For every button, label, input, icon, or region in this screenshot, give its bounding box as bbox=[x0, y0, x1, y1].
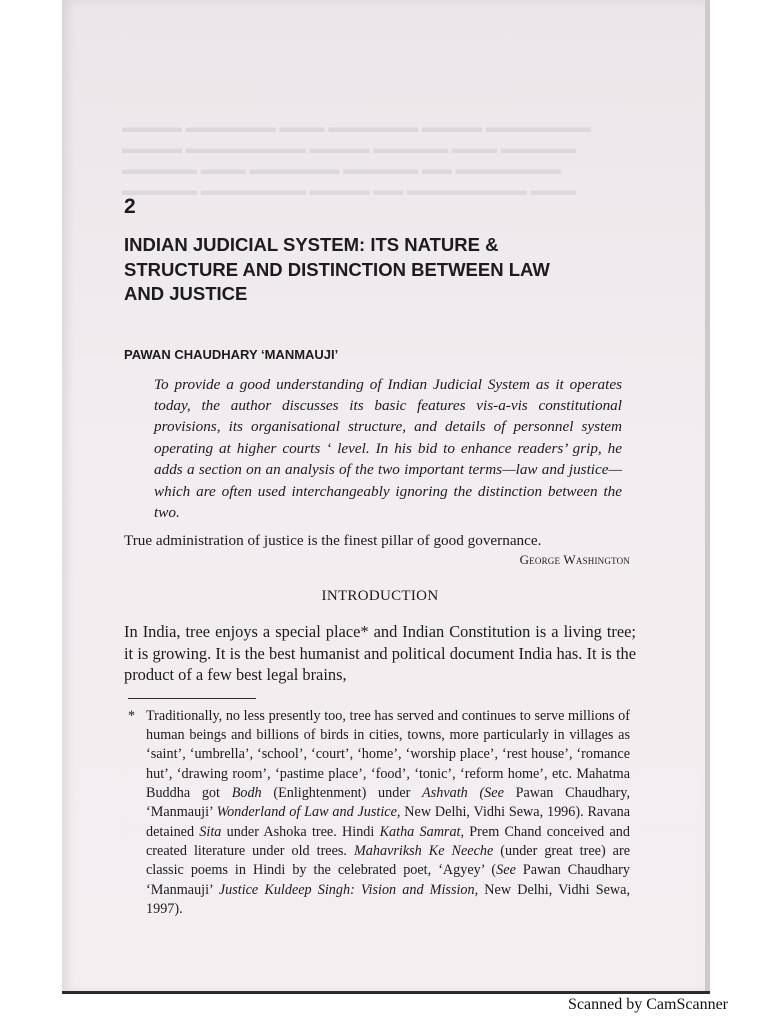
footnote-text-run: Pawan Chaudhary ‘Manmauji’ bbox=[146, 862, 631, 898]
footnote-text-run: under Ashoka tree. Hindi bbox=[221, 823, 380, 840]
footnote-text-run: (under great tree) are classic poems in Hindi by the celebrated poet, ‘Agyey’ ( bbox=[146, 842, 630, 879]
footnote-italic-run: See bbox=[496, 862, 516, 879]
footnote-italic-run: Mahavriksh Ke Neeche bbox=[353, 842, 494, 859]
footnote-text-run: (Enlightenment) under bbox=[261, 785, 423, 802]
footnote bbox=[124, 707, 630, 919]
page-bottom-edge bbox=[62, 991, 710, 994]
page-edge bbox=[705, 0, 710, 993]
footnote-text-run: Pawan Chaudhary, ‘Manmauji’ bbox=[146, 785, 630, 821]
epigraph-quote: True administration of justice is the finest pillar of good governance. bbox=[124, 532, 542, 550]
footnote-text-run: , New Delhi, Vidhi Sewa, 1996). Ravana detained bbox=[146, 804, 631, 840]
footnote-italic-run: Ashvath (See bbox=[422, 785, 504, 802]
footnote-divider bbox=[128, 698, 256, 699]
page-content bbox=[124, 195, 636, 919]
footnote-italic-run: Wonderland of Law and Justice bbox=[216, 804, 397, 821]
camscanner-watermark: Scanned by CamScanner bbox=[568, 996, 728, 1013]
footnote-marker: * bbox=[128, 707, 136, 724]
chapter-abstract: To provide a good understanding of Indian Judicial System as it operates today, the author discusses its basic features vis-a-vis constitutional provisions, its organisational structure, and details of personnel system operating at higher courts ‘ level. In his bid to enhance readers’ grip, he adds a section on an analysis of the two important terms—law and justice—which are often used interchangeably ignoring the distinction between the two. bbox=[154, 375, 622, 521]
bleed-through-text: ​▬▬▬▬ ▬▬▬▬▬▬ ▬▬▬ ▬▬▬▬▬▬ ▬▬▬▬ ▬▬▬▬▬▬▬ ▬▬▬▬ ▬▬▬▬▬▬▬▬ ▬▬▬▬ ▬▬▬▬▬ ▬▬▬ ▬▬▬▬▬ ▬▬▬▬▬ ▬▬▬ ▬▬▬▬▬▬ ▬▬▬▬▬ ▬▬ ▬▬▬▬▬▬▬ ▬▬▬▬▬ ▬▬▬▬▬▬▬ ▬▬▬▬ ▬▬ ▬▬▬▬▬▬▬▬ ▬▬▬ bbox=[122, 120, 591, 199]
epigraph-attribution: George Washington bbox=[519, 552, 630, 568]
footnote-text bbox=[146, 708, 630, 917]
introduction-paragraph: In India, tree enjoys a special place* and Indian Constitution is a living tree; it is growing. It is the best humanist and political document India has. It is the product of a few best legal brains, bbox=[124, 622, 636, 685]
section-heading: INTRODUCTION bbox=[321, 588, 439, 605]
chapter-title: INDIAN JUDICIAL SYSTEM: ITS NATURE & STRUCTURE AND DISTINCTION BETWEEN LAW AND JUSTICE bbox=[124, 234, 550, 304]
footnote-italic-run: Bodh bbox=[231, 785, 262, 802]
footnote-italic-run: Sita bbox=[199, 823, 222, 840]
chapter-number: 2 bbox=[124, 195, 136, 218]
footnote-italic-run: Katha Samrat bbox=[379, 823, 461, 840]
chapter-author: PAWAN CHAUDHARY ‘MANMAUJI’ bbox=[124, 346, 339, 362]
footnote-italic-run: Justice Kuldeep Singh: Vision and Mission bbox=[218, 881, 475, 898]
footnote-text-run: , New Delhi, Vidhi Sewa, 1997). bbox=[146, 881, 630, 917]
footnote-text-run: , Prem Chand conceived and created literature under old trees. bbox=[146, 823, 630, 859]
footnote-text-run: Traditionally, no less presently too, tree has served and continues to serve millions of human beings and billions of birds in cities, towns, more particularly in villages as ‘saint’, ‘umbrella’, ‘school’, ‘court’, ‘home’, ‘worship place’, ‘rest house’, ‘romance hut’, ‘drawing room’, ‘pastime place’, ‘food’, ‘tonic’, ‘reform home’, etc. Mahatma Buddha got bbox=[146, 707, 630, 802]
